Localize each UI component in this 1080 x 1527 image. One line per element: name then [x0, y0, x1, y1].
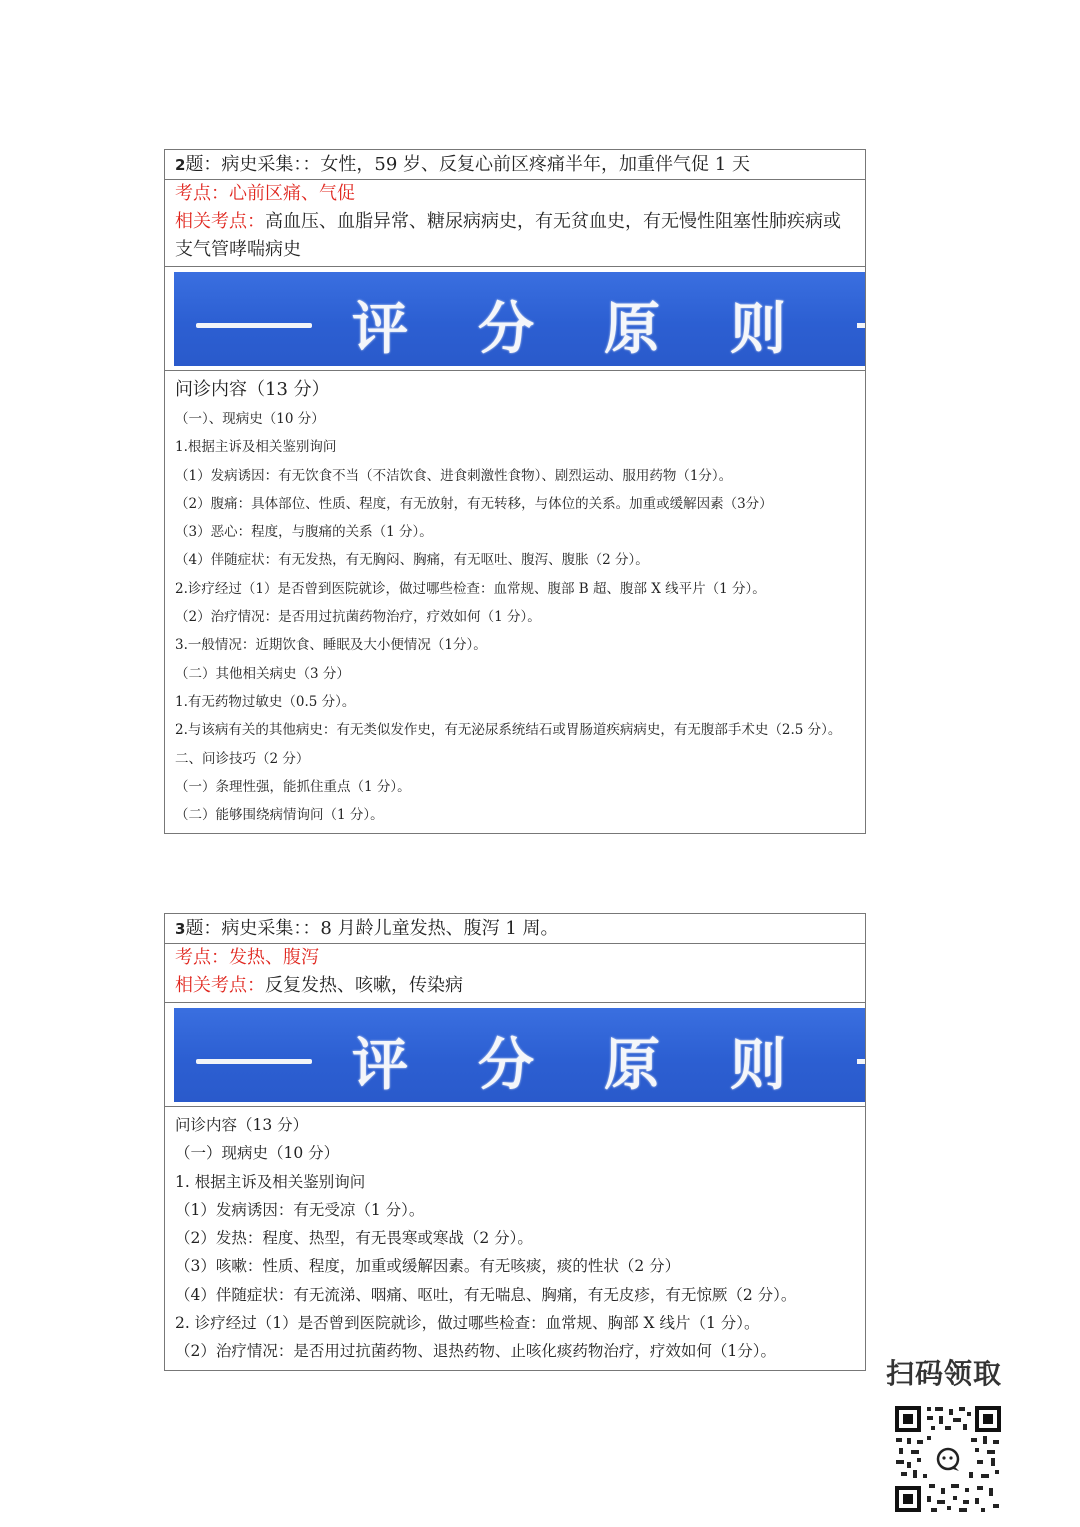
content-line: 1.根据主诉及相关鉴别询问: [175, 439, 337, 456]
question-2-content: [165, 371, 865, 833]
content-line: 3.一般情况：近期饮食、睡眠及大小便情况（1分）。: [175, 637, 487, 654]
content-line: （3）恶心：程度，与腹痛的关系（1 分）。: [175, 524, 433, 541]
content-line: （1）发病诱因：有无饮食不当（不洁饮食、进食刺激性食物）、剧烈运动、服用药物（1分）。: [175, 467, 733, 484]
content-line: 1. 根据主诉及相关鉴别询问: [175, 1172, 366, 1191]
content-line: （3）咳嗽：性质、程度，加重或缓解因素。有无咳痰，痰的性状（2 分）: [175, 1257, 681, 1276]
qr-label: 扫码领取: [886, 1357, 1003, 1390]
banner-title: 评分原则: [352, 1033, 856, 1098]
question-3-content: [165, 1107, 865, 1370]
content-line: （二）能够围绕病情询问（1 分）。: [175, 807, 384, 824]
keypoint-label: 考点：: [175, 183, 229, 204]
scoring-banner-row: [165, 1003, 865, 1107]
question-title-text: 题：病史采集：：8 月龄儿童发热、腹泻 1 周。: [185, 918, 559, 939]
question-number: 3: [175, 920, 186, 938]
related-keypoint-label: 相关考点：: [175, 211, 265, 232]
banner-dash-decoration: [196, 323, 312, 328]
scoring-banner-row: [165, 267, 865, 371]
question-title-text: 题：病史采集：：女性，59 岁、反复心前区疼痛半年，加重伴气促 1 天: [185, 154, 750, 175]
question-2-card: [164, 149, 866, 834]
content-line: 2.诊疗经过（1）是否曾到医院就诊，做过哪些检查：血常规、腹部 B 超、腹部 X 线平片（1 分）。: [175, 580, 766, 597]
content-line: （一）条理性强，能抓住重点（1 分）。: [175, 778, 411, 795]
related-keypoint-text: 高血压、血脂异常、糖尿病病史，有无贫血史，有无慢性阻塞性肺疾病或支气管哮喘病史: [175, 211, 841, 260]
content-heading: 问诊内容（13 分）: [175, 379, 330, 400]
related-keypoint-label: 相关考点：: [175, 975, 265, 996]
banner-title: 评分原则: [352, 297, 856, 362]
question-3-keypoints: [165, 944, 865, 1003]
keypoint-text: 心前区痛、气促: [229, 183, 355, 204]
related-keypoint-text: 反复发热、咳嗽，传染病: [265, 975, 463, 996]
content-line: （1）发病诱因：有无受凉（1 分）。: [175, 1200, 425, 1219]
scoring-principle-banner: [174, 272, 865, 366]
content-line: 2.与该病有关的其他病史：有无类似发作史，有无泌尿系统结石或胃肠道疾病病史，有无腹部手术史（2.5 分）。: [175, 722, 842, 739]
content-line: （4）伴随症状：有无发热，有无胸闷、胸痛，有无呕吐、腹泻、腹胀（2 分）。: [175, 552, 649, 569]
content-line: （2）治疗情况：是否用过抗菌药物治疗，疗效如何（1 分）。: [175, 609, 541, 626]
content-line: （4）伴随症状：有无流涕、咽痛、呕吐，有无喘息、胸痛，有无皮疹，有无惊厥（2 分）。: [175, 1285, 797, 1304]
keypoint-text: 发热、腹泻: [229, 947, 319, 968]
banner-tail-decoration: [857, 323, 865, 328]
question-2-title: [165, 150, 865, 180]
question-3-card: [164, 913, 866, 1371]
content-heading: 问诊内容（13 分）: [175, 1116, 309, 1134]
keypoint-label: 考点：: [175, 947, 229, 968]
qr-code-icon[interactable]: [893, 1404, 1003, 1514]
question-3-title: [165, 914, 865, 944]
content-line: 二、问诊技巧（2 分）: [175, 750, 310, 767]
content-line: （一）、现病史（10 分）: [175, 411, 325, 427]
banner-tail-decoration: [857, 1059, 865, 1064]
content-line: （2）腹痛：具体部位、性质、程度，有无放射，有无转移，与体位的关系。加重或缓解因素（3分）: [175, 495, 773, 512]
content-line: 2. 诊疗经过（1）是否曾到医院就诊，做过哪些检查：血常规、胸部 X 线片（1 分）。: [175, 1314, 760, 1333]
content-line: （2）治疗情况：是否用过抗菌药物、退热药物、止咳化痰药物治疗，疗效如何（1分）。: [175, 1342, 776, 1361]
content-line: （2）发热：程度、热型，有无畏寒或寒战（2 分）。: [175, 1229, 533, 1248]
question-number: 2: [175, 156, 186, 174]
scoring-principle-banner: [174, 1008, 865, 1102]
content-line: 1.有无药物过敏史（0.5 分）。: [175, 693, 356, 710]
banner-dash-decoration: [196, 1059, 312, 1064]
content-line: （一）现病史（10 分）: [175, 1144, 340, 1163]
question-2-keypoints: [165, 180, 865, 267]
content-line: （二）其他相关病史（3 分）: [175, 665, 350, 682]
